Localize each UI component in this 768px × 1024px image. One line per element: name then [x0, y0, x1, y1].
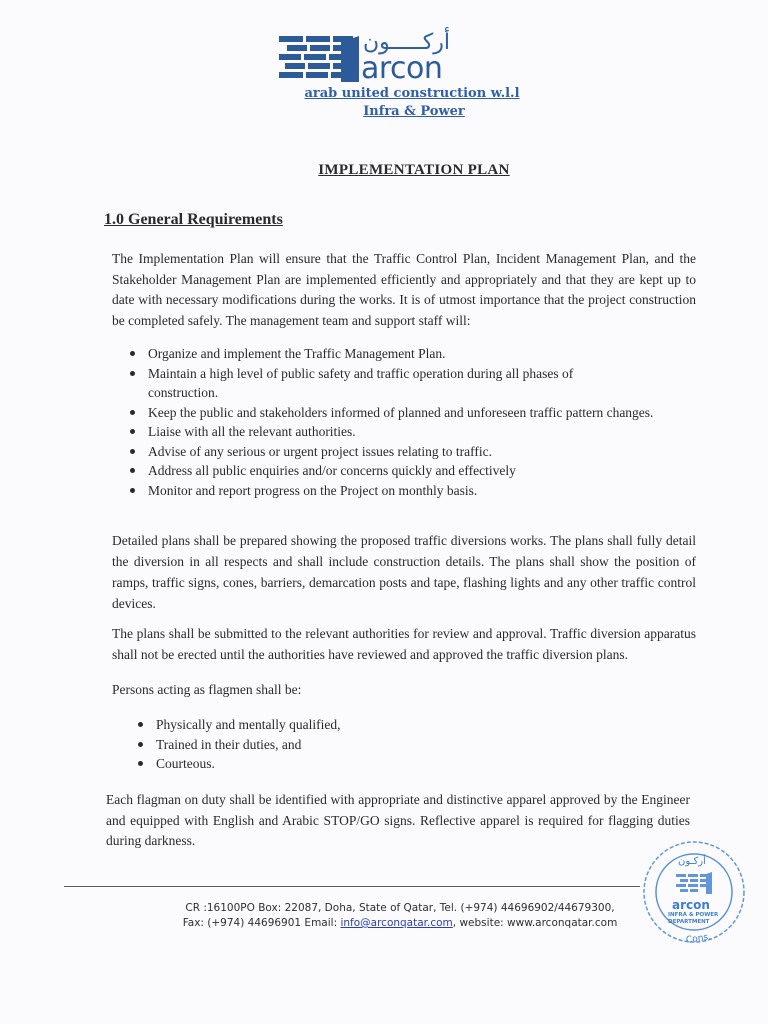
intro-paragraph: The Implementation Plan will ensure that the Traffic Control Plan, Incident Management Plan, and the Stakeholder Management Plan are implemented efficiently and appropriately and that they are kept up to date with necessary modifications during the works. It is of utmost importance that the project construction be completed safely. The management team and support staff will: — [112, 251, 696, 328]
detailed-plans-paragraph: Detailed plans shall be prepared showing the proposed traffic diversions works. The plans shall fully detail the diversion in all respects and shall include construction details. The plans shall show the position of ramps, traffic signs, cones, barriers, demarcation posts and tape, flashing lights and any other traffic control devices. — [112, 533, 696, 611]
stamp-division: INFRA & POWER — [668, 912, 719, 918]
list-item — [132, 754, 532, 774]
company-logo — [279, 30, 469, 94]
list-item-text: Organize and implement the Traffic Management Plan. — [148, 346, 446, 361]
section-heading: 1.0 General Requirements — [104, 211, 283, 228]
bullet-icon — [130, 449, 135, 454]
stamp-wordmark: arcon — [672, 898, 710, 912]
footer-contact — [150, 917, 650, 929]
bullet-icon — [138, 761, 143, 766]
document-title: IMPLEMENTATION PLAN — [318, 162, 510, 178]
flagmen-requirements-list — [132, 715, 532, 774]
list-item-text: Courteous. — [156, 756, 215, 771]
list-item — [124, 442, 704, 462]
logo-arabic-text: أركـــــون — [363, 30, 450, 55]
list-item — [124, 481, 704, 501]
list-item-text: Physically and mentally qualified, — [156, 717, 341, 732]
list-item-text: Liaise with all the relevant authorities. — [148, 424, 356, 439]
list-item-text: Monitor and report progress on the Project on monthly basis. — [148, 482, 478, 498]
list-item — [124, 364, 704, 403]
list-item-text: Keep the public and stakeholders informed of planned and unforeseen traffic pattern changes. — [148, 404, 654, 420]
bullet-icon — [130, 488, 135, 493]
footer-address: CR :16100PO Box: 22087, Doha, State of Qatar, Tel. (+974) 44696902/44679300, — [185, 902, 615, 914]
logo-wordmark: arcon — [361, 51, 443, 86]
list-item — [124, 403, 704, 423]
footer-website: , website: www.arconqatar.com — [452, 917, 618, 929]
email-link[interactable]: info@arconqatar.com — [340, 917, 453, 929]
list-item-text: Address all public enquiries and/or concerns quickly and effectively — [148, 463, 516, 478]
bullet-icon — [130, 351, 135, 356]
list-item — [132, 715, 532, 735]
list-item-text: Maintain a high level of public safety and traffic operation during all phases of construction. — [148, 365, 574, 400]
list-item — [124, 422, 704, 442]
bullet-icon — [138, 742, 143, 747]
list-item — [124, 344, 704, 364]
bullet-icon — [130, 429, 135, 434]
submission-paragraph: The plans shall be submitted to the relevant authorities for review and approval. Traffic diversion apparatus shall not be erected until the authorities have reviewed and approved the traffic diversion plans. — [112, 626, 696, 662]
list-item-text: Trained in their duties, and — [156, 736, 302, 752]
flagman-apparel-paragraph: Each flagman on duty shall be identified with appropriate and distinctive apparel approved by the Engineer and equipped with English and Arabic STOP/GO signs. Reflective apparel is required for flagging duties during darkness. — [106, 792, 690, 848]
bullet-icon — [130, 410, 135, 415]
bullet-icon — [130, 468, 135, 473]
footer-fax: Fax: (+974) 44696901 Email: — [182, 917, 341, 929]
stamp-edge-text: Cons. — [685, 932, 712, 946]
stamp-arabic-text: أركـون — [678, 856, 706, 867]
brick-wall-icon — [279, 36, 359, 82]
company-name: arab united construction w.l.l — [304, 86, 520, 101]
flagmen-intro: Persons acting as flagmen shall be: — [112, 682, 302, 697]
duties-list — [124, 344, 704, 500]
company-stamp — [640, 838, 748, 946]
list-item-text: Advise of any serious or urgent project issues relating to traffic. — [148, 443, 493, 459]
footer-divider — [64, 886, 640, 887]
bullet-icon — [138, 722, 143, 727]
list-item — [132, 735, 532, 755]
bullet-icon — [130, 371, 135, 376]
list-item — [124, 461, 704, 481]
company-division: Infra & Power — [363, 104, 465, 119]
stamp-seal-icon — [640, 838, 748, 946]
stamp-department: DEPARTMENT — [668, 919, 710, 925]
